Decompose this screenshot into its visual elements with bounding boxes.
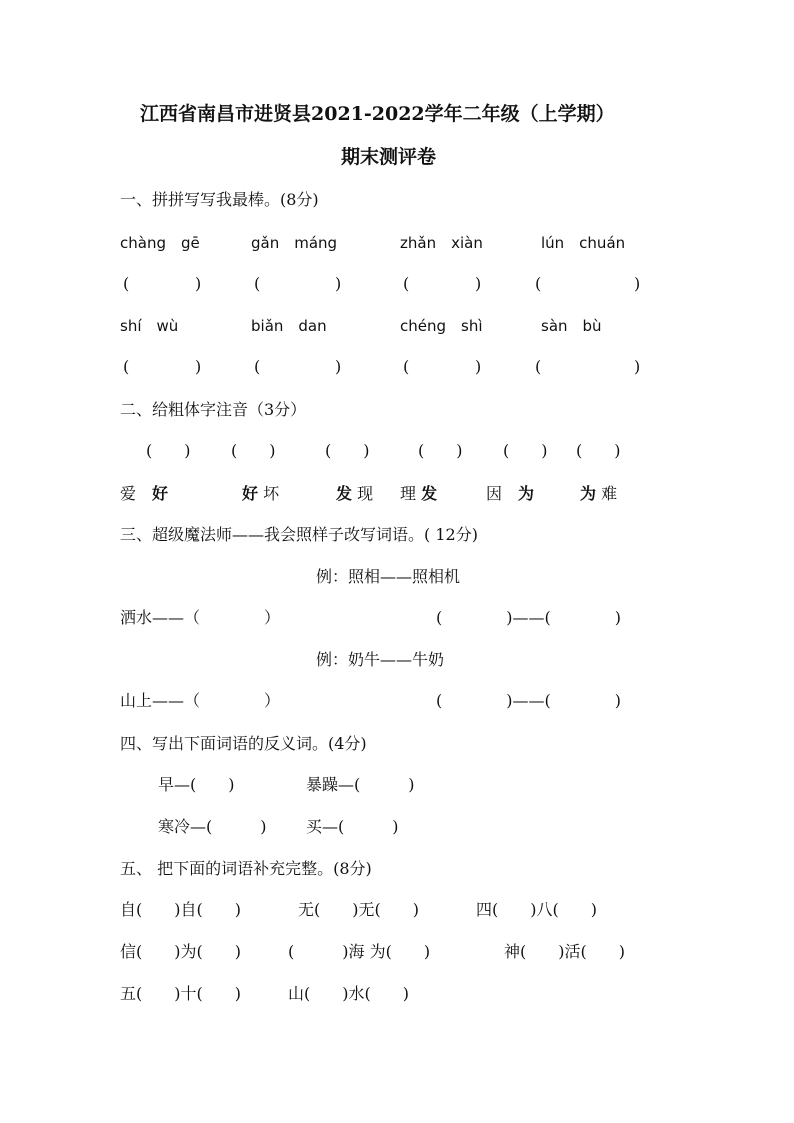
word-haohuai: 好 坏 (242, 484, 280, 503)
idiom-item: 自( )自( ) (120, 900, 241, 919)
answer-blank: ( ) (418, 441, 463, 460)
paren-open: ( (254, 357, 261, 376)
paren-open: ( (403, 274, 410, 293)
paren-open: ( (254, 274, 261, 293)
pinyin-7: chéng shì (400, 317, 483, 335)
paren-open: ( (535, 357, 542, 376)
word-aihao: 爱 好 (120, 484, 169, 503)
answer-blank: ( ) (325, 441, 370, 460)
word-weinan: 为 难 (580, 484, 618, 503)
section3-heading: 三、超级魔法师——我会照样子改写词语。( 12分) (120, 525, 478, 544)
paren-close: ) (195, 274, 202, 293)
title-line-2: 期末测评卷 (341, 146, 437, 168)
rewrite-item-2: 山上——（ ） (120, 691, 281, 710)
paren-close: ) (634, 357, 641, 376)
example-2: 例：奶牛——牛奶 (316, 650, 445, 669)
section4-heading: 四、写出下面词语的反义词。(4分) (120, 734, 367, 753)
section2-heading: 二、给粗体字注音（3分） (120, 400, 307, 419)
paren-open: ( (123, 274, 130, 293)
word-lifa: 理 发 (400, 484, 438, 503)
example-1: 例：照相——照相机 (316, 567, 461, 586)
answer-blank: ( ) (146, 441, 191, 460)
title-line-1: 江西省南昌市进贤县2021-2022学年二年级（上学期） (140, 103, 615, 125)
section1-heading: 一、拼拼写写我最棒。(8分) (120, 190, 319, 209)
idiom-item: 山( )水( ) (288, 984, 409, 1003)
answer-blank: ( ) (576, 441, 621, 460)
word-faxian: 发 现 (336, 484, 374, 503)
rewrite-item-1: 洒水——（ ） (120, 608, 281, 627)
pinyin-1: chàng gē (120, 234, 200, 252)
answer-blank: ( ) (231, 441, 276, 460)
idiom-item: 无( )无( ) (298, 900, 419, 919)
answer-blank: ( ) (503, 441, 548, 460)
paren-open: ( (535, 274, 542, 293)
idiom-item: 五( )十( ) (120, 984, 241, 1003)
pinyin-3: zhǎn xiàn (400, 234, 483, 252)
paren-close: ) (335, 357, 342, 376)
antonym-item: 早—( ) (158, 775, 235, 794)
paren-close: ) (634, 274, 641, 293)
pinyin-6: biǎn dan (251, 317, 327, 335)
idiom-item: 四( )八( ) (476, 900, 597, 919)
rewrite-pair-2: ( )——( ) (436, 691, 621, 710)
paren-close: ) (195, 357, 202, 376)
word-yinwei: 因 为 (486, 484, 535, 503)
antonym-item: 买—( ) (306, 817, 399, 836)
paren-close: ) (475, 357, 482, 376)
pinyin-8: sàn bù (541, 317, 602, 335)
pinyin-5: shí wù (120, 317, 179, 335)
paren-open: ( (403, 357, 410, 376)
rewrite-pair-1: ( )——( ) (436, 608, 621, 627)
paren-open: ( (123, 357, 130, 376)
pinyin-2: gǎn máng (251, 234, 338, 252)
paren-close: ) (335, 274, 342, 293)
antonym-item: 寒冷—( ) (158, 817, 267, 836)
idiom-item: 神( )活( ) (504, 942, 625, 961)
antonym-item: 暴躁—( ) (306, 775, 415, 794)
paren-close: ) (475, 274, 482, 293)
pinyin-4: lún chuán (541, 234, 626, 252)
idiom-item: ( )海 为( ) (288, 942, 431, 961)
idiom-item: 信( )为( ) (120, 942, 241, 961)
section5-heading: 五、 把下面的词语补充完整。(8分) (120, 859, 372, 878)
